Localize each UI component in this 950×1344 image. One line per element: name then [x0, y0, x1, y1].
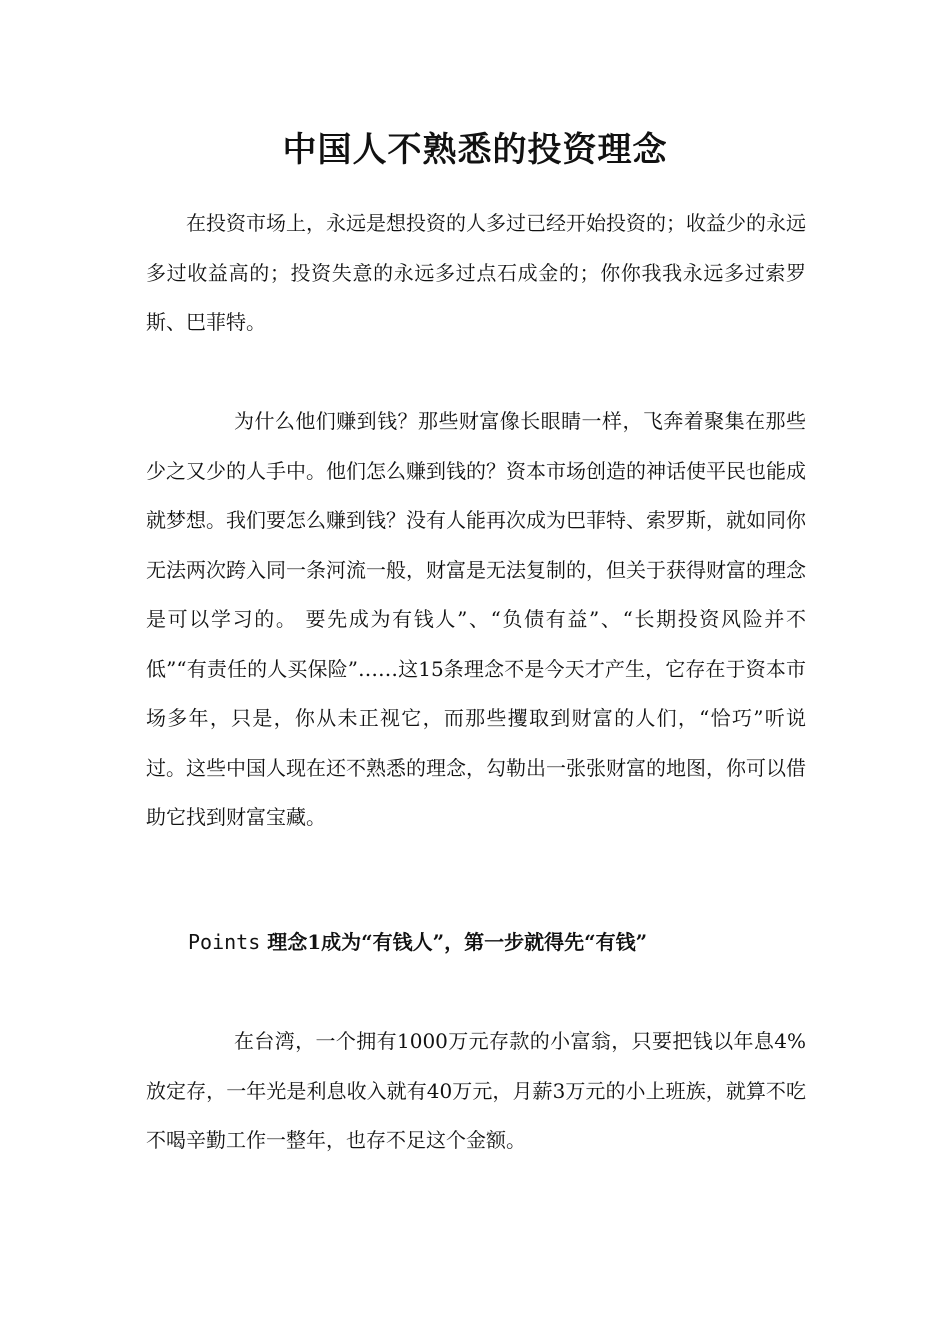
- document-title: 中国人不熟悉的投资理念: [282, 130, 668, 170]
- points-label: Points: [188, 930, 261, 954]
- section-heading: [188, 920, 647, 964]
- section-heading-text: 理念1成为“有钱人”，第一步就得先“有钱”: [267, 930, 648, 954]
- section-paragraph: 在台湾，一个拥有1000万元存款的小富翁，只要把钱以年息4%放定存，一年光是利息收入就有40万元，月薪3万元的小上班族，就算不吃不喝辛勤工作一整年，也存不足这个金额。: [146, 1029, 806, 1152]
- body-paragraph: 为什么他们赚到钱？那些财富像长眼睛一样，飞奔着聚集在那些少之又少的人手中。他们怎么赚到钱的？资本市场创造的神话使平民也能成就梦想。我们要怎么赚到钱？没有人能再次成为巴菲特、索罗斯，就如同你无法两次跨入同一条河流一般，财富是无法复制的，但关于获得财富的理念是可以学习的。 要先成为有钱人”、“负债有益”、“长期投资风险并不低”“有责任的人买保险”……这15条理念不是今天才产生，它存在于资本市场多年，只是，你从未正视它，而那些攫取到财富的人们，“恰巧”听说过。这些中国人现在还不熟悉的理念，勾勒出一张张财富的地图，你可以借助它找到财富宝藏。: [146, 409, 806, 829]
- intro-paragraph: 在投资市场上，永远是想投资的人多过已经开始投资的；收益少的永远多过收益高的；投资失意的永远多过点石成金的；你你我我永远多过索罗斯、巴菲特。: [146, 211, 806, 334]
